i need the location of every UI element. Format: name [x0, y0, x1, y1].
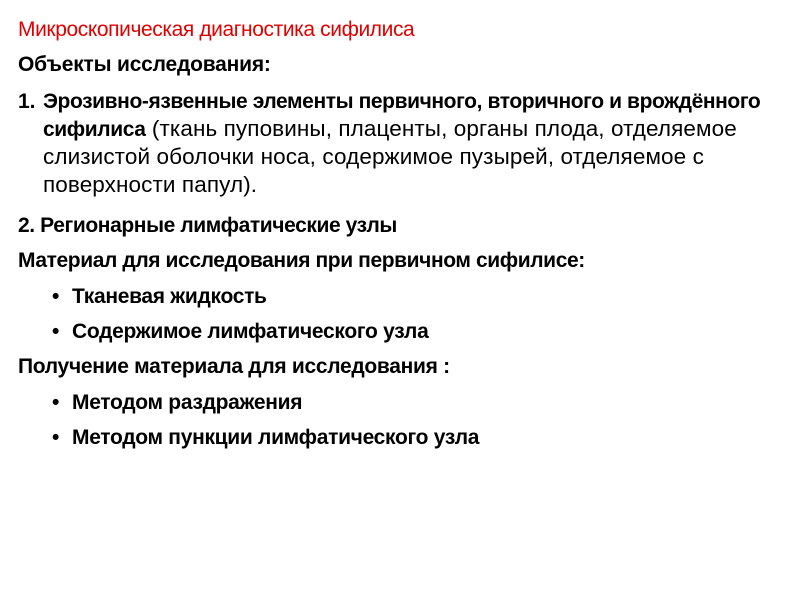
list-item: [52, 425, 479, 451]
item-1-bold-text: Эрозивно-язвенные элементы первичного, вторичного и врождённого сифилиса: [43, 90, 761, 141]
item-1-number: 1.: [18, 90, 36, 113]
list-item: [52, 284, 267, 310]
material-heading: Материал для исследования при первичном сифилисе:: [18, 249, 585, 272]
bullet-icon: •: [52, 285, 60, 308]
list-item: [52, 319, 428, 345]
list-item-text: Содержимое лимфатического узла: [72, 320, 429, 343]
bullet-icon: •: [52, 391, 60, 414]
bullet-icon: •: [52, 426, 60, 449]
list-item: [52, 390, 302, 416]
item-1-regular-text: (ткань пуповины, плаценты, органы плода, отделяемое слизистой оболочки носа, содержимое пузырей, отделяемое с поверхности папул).: [43, 116, 737, 197]
objects-heading: Объекты исследования:: [18, 53, 271, 76]
slide-title: Микроскопическая диагностика сифилиса: [18, 18, 415, 41]
numbered-item-1: [18, 88, 788, 199]
obtaining-heading: Получение материала для исследования :: [18, 355, 450, 378]
list-item-text: Методом раздражения: [72, 391, 303, 414]
list-item-text: Тканевая жидкость: [72, 285, 267, 308]
numbered-item-2: 2. Регионарные лимфатические узлы: [18, 214, 397, 237]
list-item-text: Методом пункции лимфатического узла: [72, 426, 480, 449]
bullet-icon: •: [52, 320, 60, 343]
